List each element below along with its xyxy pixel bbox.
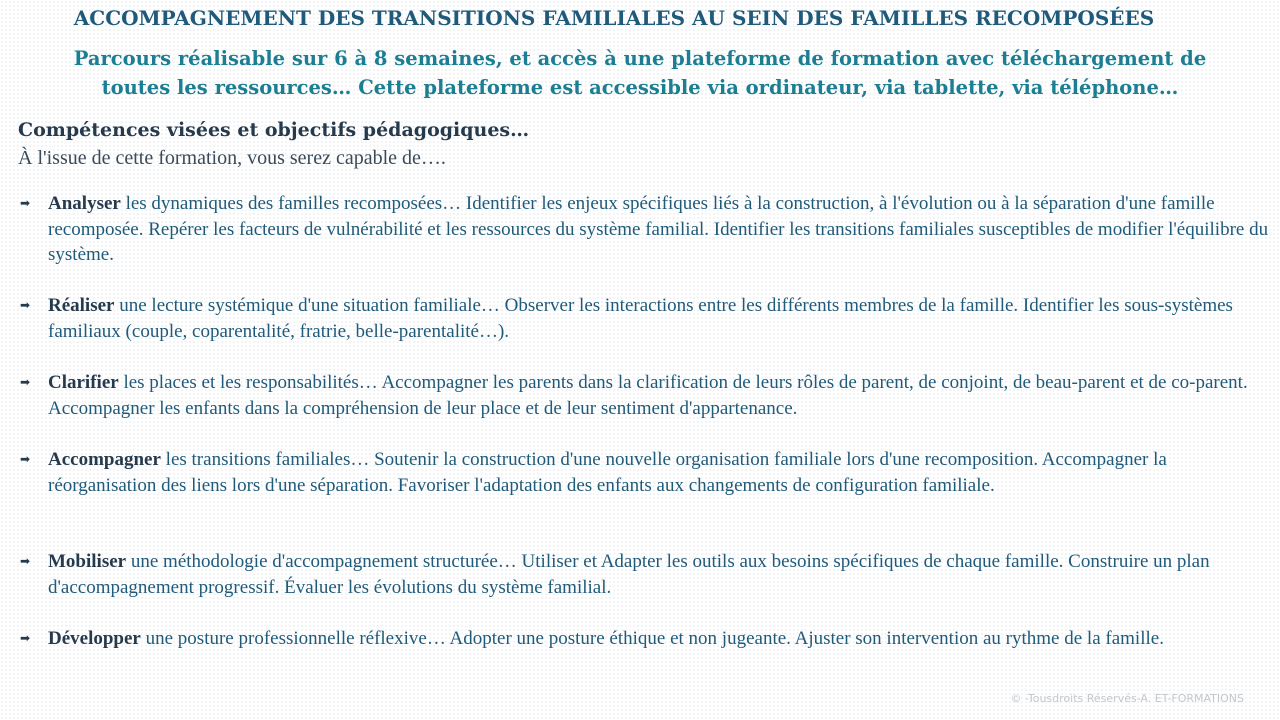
objective-item-mobiliser xyxy=(20,549,1270,600)
objective-item-clarifier xyxy=(20,370,1270,421)
copyright-notice: © -Tousdroits Réservés-A. ET-FORMATIONS xyxy=(1010,692,1244,705)
objective-item-analyser xyxy=(20,191,1270,268)
objective-text: une méthodologie d'accompagnement structurée… Utiliser et Adapter les outils aux besoins spécifiques de chaque famille. Construire un plan d'accompagnement progressif. Évaluer les évolutions du système familial. xyxy=(48,551,1210,598)
arrow-right-icon: ➡ xyxy=(20,375,31,389)
arrow-right-icon: ➡ xyxy=(20,554,31,568)
objective-verb: Mobiliser xyxy=(48,551,127,572)
objective-item-developper xyxy=(20,626,1164,652)
arrow-right-icon: ➡ xyxy=(20,298,31,312)
objective-verb: Développer xyxy=(48,628,141,649)
objective-text: les dynamiques des familles recomposées… Identifier les enjeux spécifiques liés à la construction, à l'évolution ou à la séparation d'une famille recomposée. Repérer les facteurs de vulnérabilité et les ressources du système familial. Identifier les transitions familiales susceptibles de modifier l'équilibre du système. xyxy=(48,193,1269,265)
objective-text: une posture professionnelle réflexive… Adopter une posture éthique et non jugeante. Ajuster son intervention au rythme de la famille. xyxy=(140,628,1164,649)
objective-item-accompagner xyxy=(20,447,1270,498)
arrow-right-icon: ➡ xyxy=(20,196,31,210)
section-heading: Compétences visées et objectifs pédagogiques… xyxy=(18,119,530,141)
objective-verb: Analyser xyxy=(48,193,121,214)
objective-text: les transitions familiales… Soutenir la construction d'une nouvelle organisation familiale lors d'une recomposition. Accompagner la réorganisation des liens lors d'une séparation. Favoriser l'adaptation des enfants aux changements de configuration familiale. xyxy=(48,449,1167,496)
objective-text: une lecture systémique d'une situation familiale… Observer les interactions entre les différents membres de la famille. Identifier les sous-systèmes familiaux (couple, coparentalité, fratrie, belle-parentalité…). xyxy=(48,295,1233,342)
objective-verb: Clarifier xyxy=(48,372,119,393)
objective-text: les places et les responsabilités… Accompagner les parents dans la clarification de leurs rôles de parent, de conjoint, de beau-parent et de co-parent. Accompagner les enfants dans la compréhension de leur place et de leur sentiment d'appartenance. xyxy=(48,372,1248,419)
objective-item-realiser xyxy=(20,293,1270,344)
objective-verb: Accompagner xyxy=(48,449,161,470)
arrow-right-icon: ➡ xyxy=(20,631,31,645)
objective-verb: Réaliser xyxy=(48,295,115,316)
page-title: ACCOMPAGNEMENT DES TRANSITIONS FAMILIALES AU SEIN DES FAMILLES RECOMPOSÉES xyxy=(73,6,1155,30)
page-subtitle: Parcours réalisable sur 6 à 8 semaines, et accès à une plateforme de formation avec téléchargement de toutes les ressources… Cette plateforme est accessible via ordinateur, via tablette, via téléphone… xyxy=(73,47,1207,99)
arrow-right-icon: ➡ xyxy=(20,452,31,466)
section-intro: À l'issue de cette formation, vous serez capable de…. xyxy=(18,147,446,169)
